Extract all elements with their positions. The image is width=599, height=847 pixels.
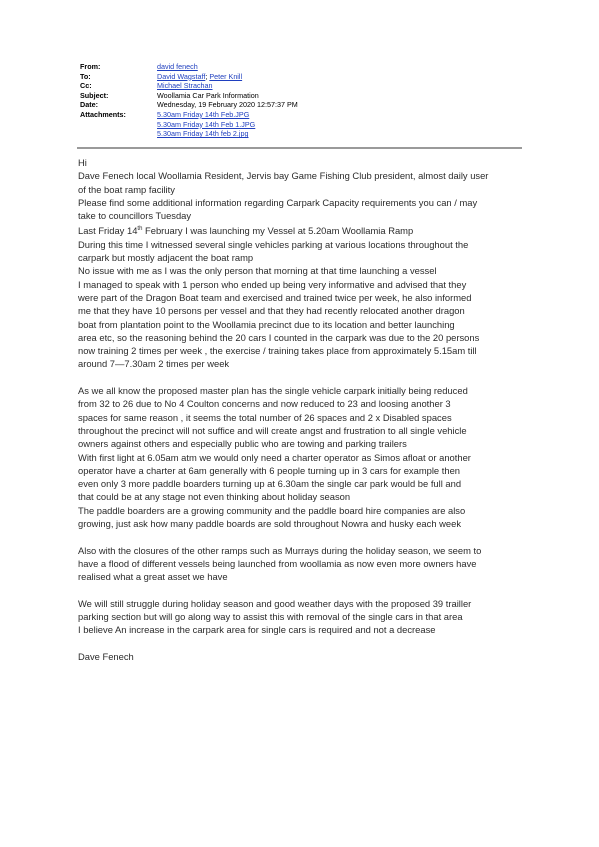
body-line: Please find some additional information regarding Carpark Capacity requirements you can / may — [78, 196, 478, 208]
to-link-1[interactable]: David Wagstaff — [157, 71, 206, 81]
body-line: around 7—7.30am 2 times per week — [78, 358, 230, 370]
body-line: even only 3 more paddle boarders turning up at 6.30am the single car park would be full and — [78, 478, 462, 490]
body-line: were part of the Dragon Boat team and exercised and trained twice per week, he also informed — [78, 291, 472, 303]
body-line: take to councillors Tuesday — [78, 210, 192, 222]
body-line: parking section but will go along way to assist this with removal of the single cars in that area — [78, 611, 463, 623]
signature: Dave Fenech — [78, 650, 134, 662]
body-text: Last Friday 14 — [78, 225, 138, 237]
body-line: area etc, so the reasoning behind the 20 cars I counted in the carpark was due to the 20 persons — [78, 331, 480, 343]
body-line: operator have a charter at 6am generally with 6 people turning up in 3 cars for example then — [78, 464, 460, 476]
subject-value: Woollamia Car Park Information — [157, 90, 259, 100]
body-line: from 32 to 26 due to No 4 Coulton concerns and now reduced to 23 and loosing another 3 — [78, 398, 451, 410]
body-line: During this time I witnessed several single vehicles parking at various locations throughout the — [78, 238, 469, 250]
cc-link[interactable]: Michael Strachan — [157, 81, 213, 91]
from-link[interactable]: david fenech — [157, 62, 198, 71]
body-line: owners against others and especially public who are towing and parking trailers — [78, 438, 407, 450]
cc-row — [80, 81, 298, 91]
body-line: of the boat ramp facility — [78, 183, 175, 195]
body-line — [78, 224, 528, 237]
to-label: To: — [80, 71, 91, 81]
date-value: Wednesday, 19 February 2020 12:57:37 PM — [157, 100, 298, 110]
body-line: now training 2 times per week , the exercise / training takes place from approximately 5.15am till — [78, 345, 477, 357]
body-line: realised what a great asset we have — [78, 571, 228, 583]
email-header — [80, 62, 298, 139]
body-line: growing, just ask how many paddle boards are sold throughout Nowra and husky each week — [78, 518, 462, 530]
greeting: Hi — [78, 157, 87, 168]
to-row — [80, 72, 298, 82]
body-line: boat from plantation point to the Woollamia precinct due to its location and better launching — [78, 318, 455, 330]
body-line: As we all know the proposed master plan has the single vehicle carpark initially being reduced — [78, 385, 468, 397]
body-line: No issue with me as I was the only person that morning at that time launching a vessel — [78, 265, 437, 277]
attachment-link[interactable]: 5.30am Friday 14th Feb.JPG — [157, 109, 250, 119]
subject-label: Subject: — [80, 90, 109, 100]
cc-label: Cc: — [80, 81, 92, 91]
body-line: I managed to speak with 1 person who ended up being very informative and advised that they — [78, 278, 467, 290]
attachment-link[interactable]: 5.30am Friday 14th feb 2.jpg — [157, 129, 249, 139]
body-line: I believe An increase in the carpark area for single cars is required and not a decrease — [78, 624, 436, 636]
attachments-row — [80, 110, 298, 139]
body-line: spaces for same reason , it seems the total number of 26 spaces and 2 x Disabled spaces — [78, 411, 452, 423]
body-line: The paddle boarders are a growing community and the paddle board hire companies are also — [78, 504, 466, 516]
body-line: have a flood of different vessels being launched from woollamia as now even more owners have — [78, 557, 477, 569]
attachment-link[interactable]: 5.30am Friday 14th Feb 1.JPG — [157, 119, 256, 129]
body-line: With first light at 6.05am atm we would only need a charter operator as Simos afloat or another — [78, 451, 471, 463]
to-link-2[interactable]: Peter Knill — [209, 71, 243, 81]
body-line: Dave Fenech local Woollamia Resident, Jervis bay Game Fishing Club president, almost daily user — [78, 170, 489, 182]
body-line: Also with the closures of the other ramps such as Murrays during the holiday season, we seem to — [78, 544, 482, 556]
body-line: me that they have 10 persons per vessel and that they had recently relocated another dragon — [78, 305, 465, 317]
email-body — [78, 156, 528, 663]
date-label: Date: — [80, 100, 98, 110]
header-divider — [77, 147, 522, 149]
ordinal-suffix: th — [137, 226, 143, 233]
attachments-label: Attachments: — [80, 109, 126, 119]
date-row — [80, 100, 298, 110]
body-text: February I was launching my Vessel at 5.20am Woollamia Ramp — [142, 225, 414, 237]
body-line: throughout the precinct will not suffice and will create angst and frustration to all single vehicle — [78, 424, 467, 436]
body-line: that could be at any stage not even thinking about holiday season — [78, 491, 351, 503]
body-line: carpark but mostly adjacent the boat ramp — [78, 252, 254, 264]
attachments-list — [157, 110, 255, 139]
from-row — [80, 62, 298, 72]
subject-row — [80, 91, 298, 101]
from-label: From: — [80, 62, 101, 71]
to-separator: ; — [205, 71, 208, 81]
body-line: We will still struggle during holiday season and good weather days with the proposed 39 trailler — [78, 597, 472, 609]
